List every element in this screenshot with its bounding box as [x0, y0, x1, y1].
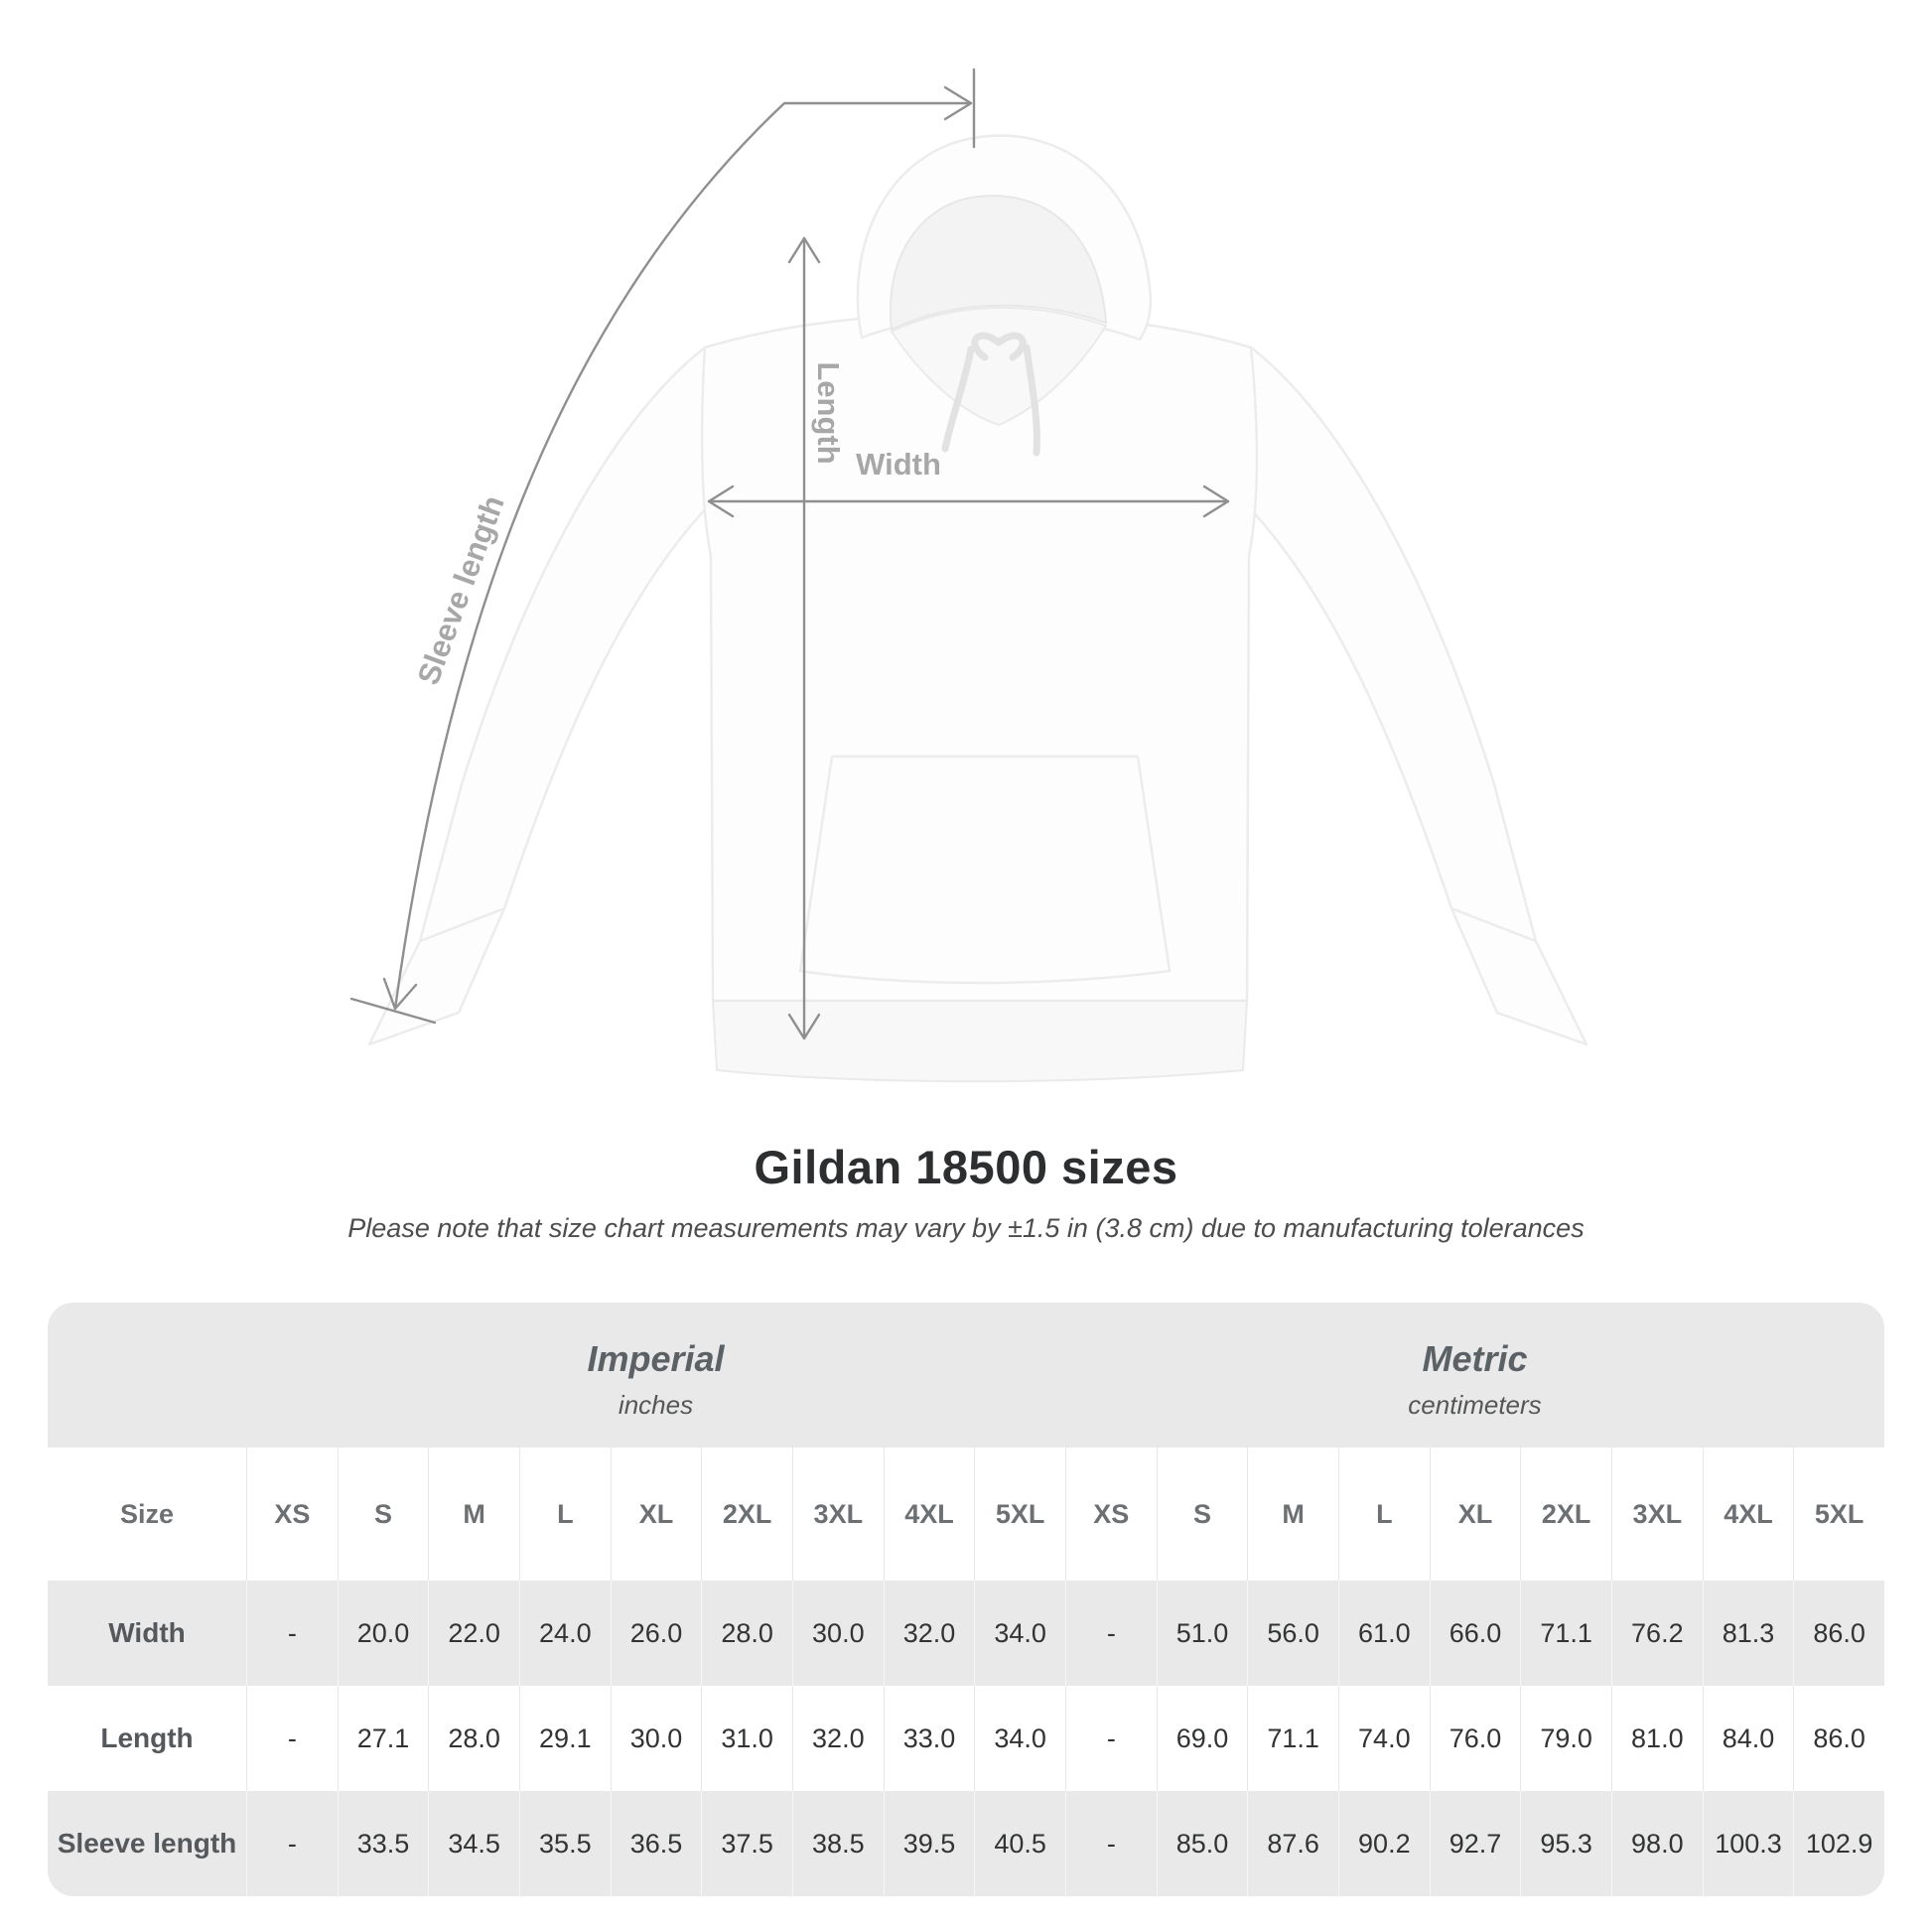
unit-group-metric	[1065, 1303, 1884, 1448]
size-header-imperial-l: L	[519, 1448, 611, 1581]
sleeve-metric-s: 85.0	[1157, 1791, 1248, 1896]
length-imperial-s: 27.1	[338, 1686, 429, 1791]
page-title: Gildan 18500 sizes	[754, 1141, 1178, 1193]
size-header-imperial-2xl: 2XL	[701, 1448, 792, 1581]
length-imperial-5xl: 34.0	[974, 1686, 1065, 1791]
length-imperial-m: 28.0	[428, 1686, 519, 1791]
width-metric-3xl: 76.2	[1611, 1581, 1703, 1686]
width-metric-m: 56.0	[1247, 1581, 1338, 1686]
size-header-imperial-m: M	[428, 1448, 519, 1581]
sleeve-metric-xl: 92.7	[1430, 1791, 1521, 1896]
length-metric-xs: -	[1065, 1686, 1157, 1791]
width-metric-5xl: 86.0	[1793, 1581, 1884, 1686]
table-row-sleeve-length	[48, 1791, 1884, 1896]
row-label: Sleeve length	[57, 1828, 237, 1859]
length-metric-2xl: 79.0	[1520, 1686, 1611, 1791]
sleeve-imperial-l: 35.5	[519, 1791, 611, 1896]
sleeve-imperial-s: 33.5	[338, 1791, 429, 1896]
imperial-unit: inches	[618, 1389, 694, 1420]
sleeve-metric-5xl: 102.9	[1793, 1791, 1884, 1896]
width-imperial-l: 24.0	[519, 1581, 611, 1686]
sleeve-imperial-4xl: 39.5	[884, 1791, 975, 1896]
width-metric-l: 61.0	[1338, 1581, 1430, 1686]
width-metric-xl: 66.0	[1430, 1581, 1521, 1686]
size-header-metric-s: S	[1157, 1448, 1248, 1581]
unit-header-band	[48, 1303, 1884, 1448]
sleeve-imperial-5xl: 40.5	[974, 1791, 1065, 1896]
length-imperial-2xl: 31.0	[701, 1686, 792, 1791]
length-metric-3xl: 81.0	[1611, 1686, 1703, 1791]
width-imperial-m: 22.0	[428, 1581, 519, 1686]
metric-unit: centimeters	[1408, 1389, 1542, 1420]
size-header-metric-5xl: 5XL	[1793, 1448, 1884, 1581]
metric-label: Metric	[1422, 1337, 1528, 1379]
hoodie-hem-band	[713, 1001, 1247, 1081]
length-metric-s: 69.0	[1157, 1686, 1248, 1791]
sleeve-metric-4xl: 100.3	[1703, 1791, 1794, 1896]
hoodie-left-sleeve	[420, 347, 713, 941]
table-row-width	[48, 1581, 1884, 1686]
width-imperial-2xl: 28.0	[701, 1581, 792, 1686]
length-metric-4xl: 84.0	[1703, 1686, 1794, 1791]
sleeve-imperial-2xl: 37.5	[701, 1791, 792, 1896]
width-imperial-4xl: 32.0	[884, 1581, 975, 1686]
width-imperial-xl: 26.0	[611, 1581, 702, 1686]
width-label: Width	[856, 447, 941, 482]
length-imperial-xl: 30.0	[611, 1686, 702, 1791]
sleeve-metric-2xl: 95.3	[1520, 1791, 1611, 1896]
sleeve-metric-l: 90.2	[1338, 1791, 1430, 1896]
length-imperial-l: 29.1	[519, 1686, 611, 1791]
width-metric-xs: -	[1065, 1581, 1157, 1686]
sleeve-imperial-m: 34.5	[428, 1791, 519, 1896]
hoodie-pocket	[800, 757, 1170, 983]
size-header-imperial-xl: XL	[611, 1448, 702, 1581]
size-header-metric-3xl: 3XL	[1611, 1448, 1703, 1581]
sleeve-length-label: Sleeve length	[410, 490, 511, 690]
size-column-header: Size	[119, 1498, 175, 1529]
size-header-imperial-4xl: 4XL	[884, 1448, 975, 1581]
size-header-metric-l: L	[1338, 1448, 1430, 1581]
table-row-length	[48, 1686, 1884, 1791]
size-header-imperial-3xl: 3XL	[792, 1448, 884, 1581]
row-label: Length	[100, 1723, 194, 1753]
size-header-metric-xl: XL	[1430, 1448, 1521, 1581]
length-metric-l: 74.0	[1338, 1686, 1430, 1791]
unit-band-spacer	[48, 1303, 246, 1448]
row-label: Width	[108, 1617, 186, 1648]
size-header-metric-2xl: 2XL	[1520, 1448, 1611, 1581]
size-header-imperial-xs: XS	[246, 1448, 338, 1581]
size-header-imperial-5xl: 5XL	[974, 1448, 1065, 1581]
sleeve-imperial-3xl: 38.5	[792, 1791, 884, 1896]
length-metric-xl: 76.0	[1430, 1686, 1521, 1791]
width-imperial-xs: -	[246, 1581, 338, 1686]
hoodie-right-sleeve	[1243, 347, 1536, 941]
length-metric-5xl: 86.0	[1793, 1686, 1884, 1791]
size-header-metric-xs: XS	[1065, 1448, 1157, 1581]
length-imperial-xs: -	[246, 1686, 338, 1791]
sleeve-imperial-xl: 36.5	[611, 1791, 702, 1896]
size-header-metric-m: M	[1247, 1448, 1338, 1581]
width-metric-2xl: 71.1	[1520, 1581, 1611, 1686]
size-header-row	[48, 1448, 1884, 1581]
length-imperial-4xl: 33.0	[884, 1686, 975, 1791]
length-label: Length	[811, 361, 846, 465]
width-metric-s: 51.0	[1157, 1581, 1248, 1686]
width-imperial-5xl: 34.0	[974, 1581, 1065, 1686]
width-imperial-s: 20.0	[338, 1581, 429, 1686]
sleeve-metric-m: 87.6	[1247, 1791, 1338, 1896]
size-header-imperial-s: S	[338, 1448, 429, 1581]
sleeve-imperial-xs: -	[246, 1791, 338, 1896]
length-imperial-3xl: 32.0	[792, 1686, 884, 1791]
sleeve-metric-3xl: 98.0	[1611, 1791, 1703, 1896]
unit-group-imperial	[246, 1303, 1065, 1448]
size-table	[48, 1303, 1884, 1896]
sleeve-metric-xs: -	[1065, 1791, 1157, 1896]
width-imperial-3xl: 30.0	[792, 1581, 884, 1686]
imperial-label: Imperial	[587, 1337, 725, 1379]
width-metric-4xl: 81.3	[1703, 1581, 1794, 1686]
size-header-metric-4xl: 4XL	[1703, 1448, 1794, 1581]
tolerance-note: Please note that size chart measurements may vary by ±1.5 in (3.8 cm) due to manufacturing tolerances	[347, 1213, 1585, 1243]
length-metric-m: 71.1	[1247, 1686, 1338, 1791]
